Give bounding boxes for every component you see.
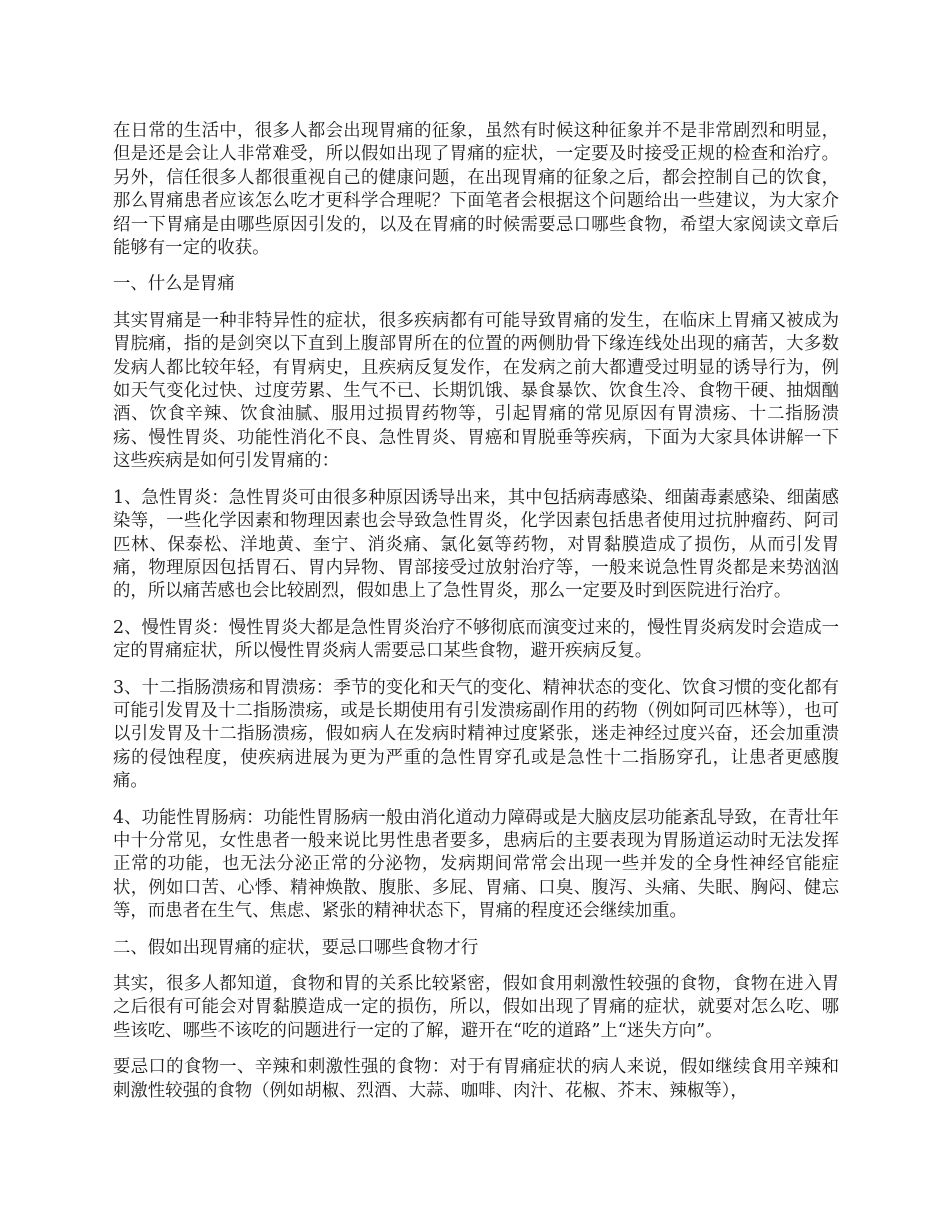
- section-heading-foods-to-avoid: 二、假如出现胃痛的症状，要忌口哪些食物才行: [113, 937, 479, 958]
- paragraph-spicy-foods: 要忌口的食物一、辛辣和刺激性强的食物：对于有胃痛症状的病人来说，假如继续食用辛辣和刺激性较强的食物（例如胡椒、烈酒、大蒜、咖啡、肉汁、花椒、芥末、辣椒等），: [113, 1057, 839, 1101]
- paragraph-ulcers: 3、十二指肠溃疡和胃溃疡：季节的变化和天气的变化、精神状态的变化、饮食习惯的变化都有可能引发胃及十二指肠溃疡，或是长期使用有引发溃疡副作用的药物（例如阿司匹林等），也可以引发胃及十二指肠溃疡，假如病人在发病时精神过度紧张，迷走神经过度兴奋，还会加重溃疡的侵蚀程度，使疾病进展为更为严重的急性胃穿孔或是急性十二指肠穿孔，让患者更感腹痛。: [113, 677, 839, 792]
- paragraph-functional-gi-disease: 4、功能性胃肠病：功能性胃肠病一般由消化道动力障碍或是大脑皮层功能紊乱导致，在青壮年中十分常见，女性患者一般来说比男性患者要多，患病后的主要表现为胃肠道运动时无法发挥正常的功能，也无法分泌正常的分泌物，发病期间常常会出现一些并发的全身性神经官能症状，例如口苦、心悸、精神焕散、腹胀、多屁、胃痛、口臭、腹泻、头痛、失眠、胸闷、健忘等，而患者在生气、焦虑、紧张的精神状态下，胃痛的程度还会继续加重。: [113, 807, 839, 922]
- paragraph-chronic-gastritis: 2、慢性胃炎：慢性胃炎大都是急性胃炎治疗不够彻底而演变过来的，慢性胃炎病发时会造成一定的胃痛症状，所以慢性胃炎病人需要忌口某些食物，避开疾病反复。: [113, 617, 839, 662]
- section-heading-what-is-stomach-pain: 一、什么是胃痛: [113, 274, 235, 295]
- document-body: [113, 120, 839, 1116]
- paragraph-food-and-stomach: 其实，很多人都知道，食物和胃的关系比较紧密，假如食用刺激性较强的食物，食物在进入胃之后很有可能会对胃黏膜造成一定的损伤，所以，假如出现了胃痛的症状，就要对怎么吃、哪些该吃、哪些不该吃的问题进行一定的了解，避开在“吃的道路”上“迷失方向”。: [113, 974, 839, 1041]
- paragraph-causes-overview: 其实胃痛是一种非特异性的症状，很多疾病都有可能导致胃痛的发生，在临床上胃痛又被成为胃脘痛，指的是剑突以下直到上腹部胃所在的位置的两侧肋骨下缘连线处出现的痛苦，大多数发病人都比较年轻，有胃病史，且疾病反复发作，在发病之前大都遭受过明显的诱导行为，例如天气变化过快、过度劳累、生气不已、长期饥饿、暴食暴饮、饮食生冷、食物干硬、抽烟酗酒、饮食辛辣、饮食油腻、服用过损胃药物等，引起胃痛的常见原因有胃溃疡、十二指肠溃疡、慢性胃炎、功能性消化不良、急性胃炎、胃癌和胃脱垂等疾病，下面为大家具体讲解一下这些疾病是如何引发胃痛的：: [113, 310, 839, 472]
- paragraph-acute-gastritis: 1、急性胃炎：急性胃炎可由很多种原因诱导出来，其中包括病毒感染、细菌毒素感染、细菌感染等，一些化学因素和物理因素也会导致急性胃炎，化学因素包括患者使用过抗肿瘤药、阿司匹林、保泰松、洋地黄、奎宁、消炎痛、氯化氨等药物，对胃黏膜造成了损伤，从而引发胃痛，物理原因包括胃石、胃内异物、胃部接受过放射治疗等，一般来说急性胃炎都是来势汹汹的，所以痛苦感也会比较剧烈，假如患上了急性胃炎，那么一定要及时到医院进行治疗。: [113, 487, 839, 602]
- intro-paragraph: 在日常的生活中，很多人都会出现胃痛的征象，虽然有时候这种征象并不是非常剧烈和明显，但是还是会让人非常难受，所以假如出现了胃痛的症状，一定要及时接受正规的检查和治疗。另外，信任很多人都很重视自己的健康问题，在出现胃痛的征象之后，都会控制自己的饮食，那么胃痛患者应该怎么吃才更科学合理呢？下面笔者会根据这个问题给出一些建议，为大家介绍一下胃痛是由哪些原因引发的，以及在胃痛的时候需要忌口哪些食物，希望大家阅读文章后能够有一定的收获。: [113, 121, 839, 259]
